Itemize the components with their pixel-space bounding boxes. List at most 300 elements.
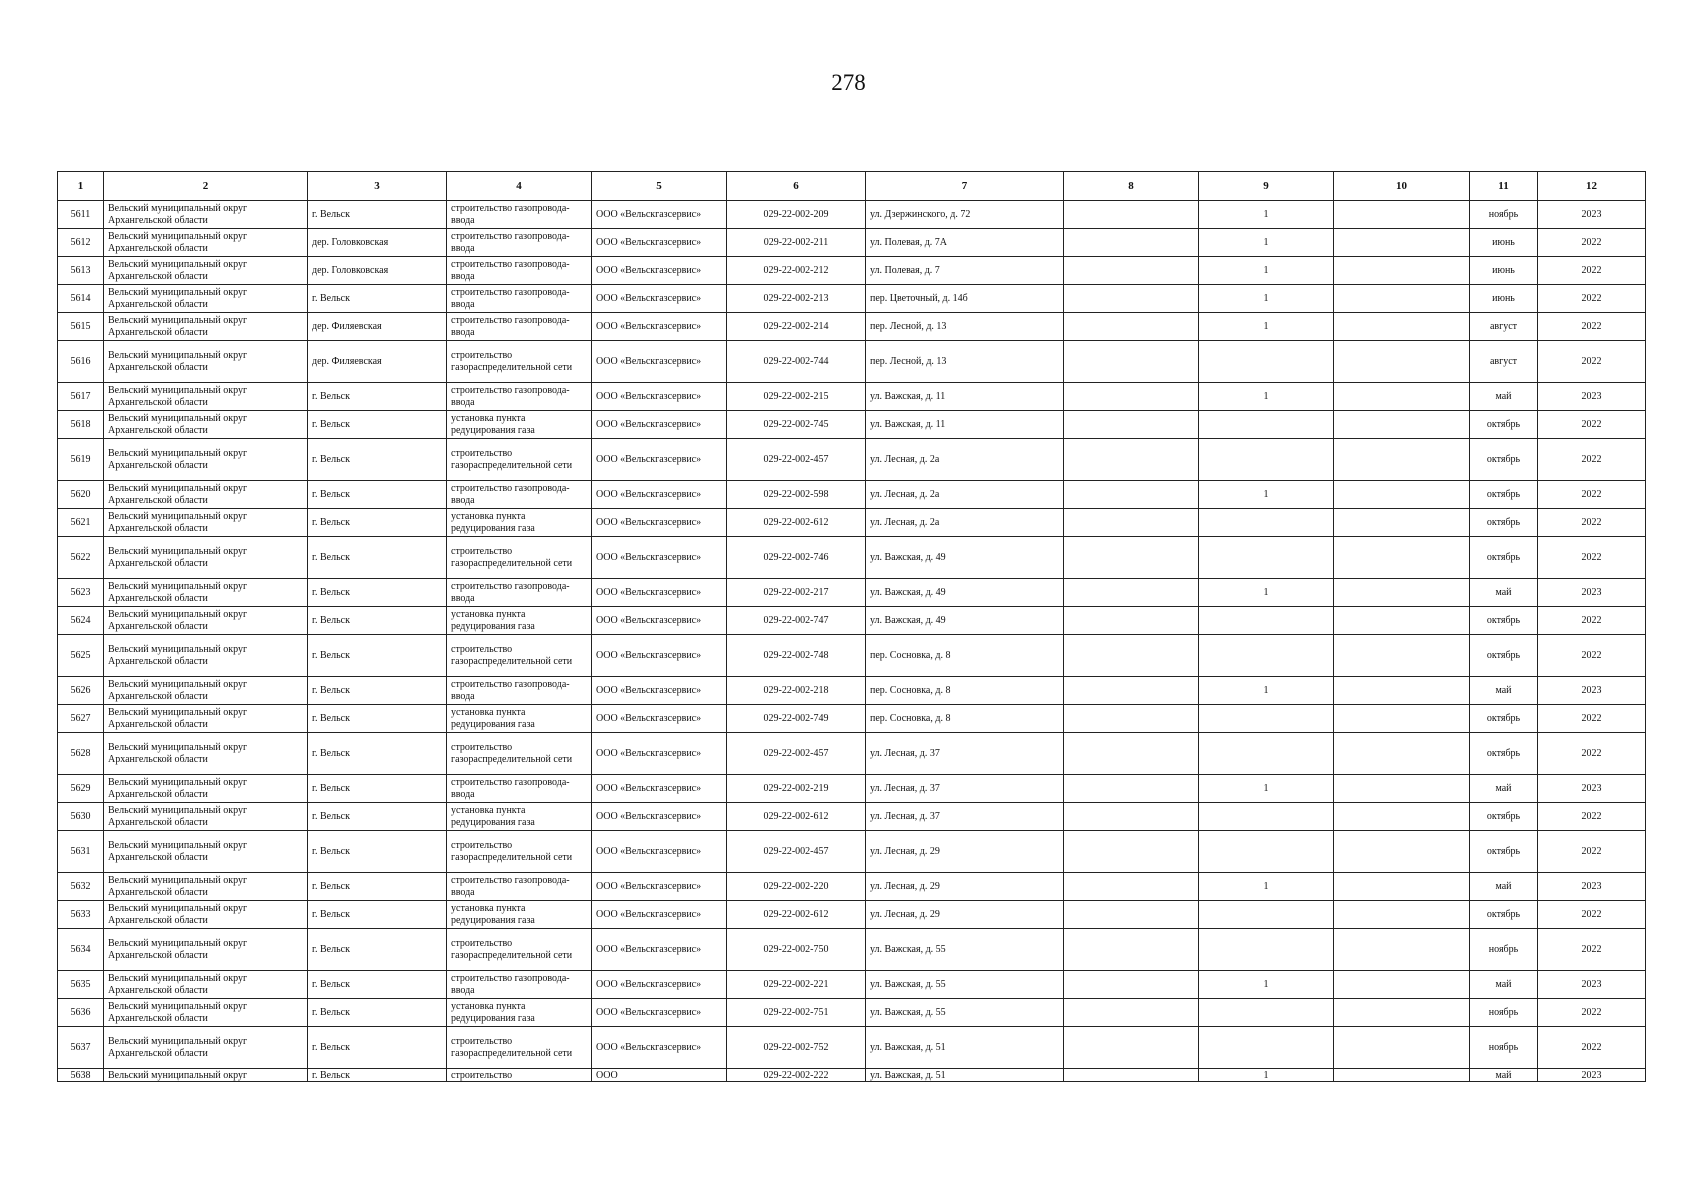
row-number: 5633 <box>58 901 104 929</box>
year-cell: 2022 <box>1538 411 1646 439</box>
organization-cell: ООО «Вельскгазсервис» <box>592 929 727 971</box>
row-number: 5617 <box>58 383 104 411</box>
row-number: 5616 <box>58 341 104 383</box>
organization-cell: ООО <box>592 1069 727 1082</box>
table-row <box>58 803 1646 831</box>
district-cell: Вельский муниципальный округ Архангельской области <box>104 775 308 803</box>
column-10-cell <box>1334 873 1470 901</box>
work-type-cell: установка пункта редуцирования газа <box>447 411 592 439</box>
year-cell: 2022 <box>1538 1027 1646 1069</box>
locality-cell: г. Вельск <box>308 411 447 439</box>
month-cell: ноябрь <box>1470 1027 1538 1069</box>
locality-cell: г. Вельск <box>308 803 447 831</box>
column-8-cell <box>1064 411 1199 439</box>
district-cell: Вельский муниципальный округ Архангельской области <box>104 257 308 285</box>
organization-cell: ООО «Вельскгазсервис» <box>592 257 727 285</box>
column-10-cell <box>1334 537 1470 579</box>
column-9-cell <box>1199 607 1334 635</box>
column-9-cell <box>1199 537 1334 579</box>
column-9-cell <box>1199 733 1334 775</box>
district-cell: Вельский муниципальный округ Архангельской области <box>104 439 308 481</box>
year-cell: 2023 <box>1538 1069 1646 1082</box>
table-row <box>58 775 1646 803</box>
year-cell: 2022 <box>1538 635 1646 677</box>
column-header: 5 <box>592 172 727 201</box>
district-cell: Вельский муниципальный округ Архангельской области <box>104 971 308 999</box>
column-8-cell <box>1064 257 1199 285</box>
row-number: 5638 <box>58 1069 104 1082</box>
column-10-cell <box>1334 831 1470 873</box>
organization-cell: ООО «Вельскгазсервис» <box>592 803 727 831</box>
year-cell: 2022 <box>1538 831 1646 873</box>
district-cell: Вельский муниципальный округ Архангельской области <box>104 411 308 439</box>
table-body <box>58 201 1646 1082</box>
district-cell: Вельский муниципальный округ Архангельской области <box>104 1027 308 1069</box>
address-cell: ул. Лесная, д. 37 <box>866 803 1064 831</box>
address-cell: ул. Важская, д. 49 <box>866 607 1064 635</box>
address-cell: ул. Полевая, д. 7А <box>866 229 1064 257</box>
year-cell: 2023 <box>1538 201 1646 229</box>
object-code-cell: 029-22-002-209 <box>727 201 866 229</box>
month-cell: октябрь <box>1470 705 1538 733</box>
year-cell: 2023 <box>1538 579 1646 607</box>
address-cell: ул. Лесная, д. 2а <box>866 481 1064 509</box>
address-cell: ул. Важская, д. 51 <box>866 1027 1064 1069</box>
locality-cell: дер. Головковская <box>308 229 447 257</box>
object-code-cell: 029-22-002-746 <box>727 537 866 579</box>
object-code-cell: 029-22-002-457 <box>727 831 866 873</box>
year-cell: 2022 <box>1538 257 1646 285</box>
column-header: 10 <box>1334 172 1470 201</box>
year-cell: 2022 <box>1538 999 1646 1027</box>
column-9-cell: 1 <box>1199 579 1334 607</box>
year-cell: 2022 <box>1538 481 1646 509</box>
object-code-cell: 029-22-002-214 <box>727 313 866 341</box>
district-cell: Вельский муниципальный округ Архангельской области <box>104 705 308 733</box>
column-9-cell <box>1199 509 1334 537</box>
organization-cell: ООО «Вельскгазсервис» <box>592 537 727 579</box>
district-cell: Вельский муниципальный округ Архангельской области <box>104 285 308 313</box>
column-8-cell <box>1064 733 1199 775</box>
row-number: 5629 <box>58 775 104 803</box>
district-cell: Вельский муниципальный округ Архангельской области <box>104 537 308 579</box>
locality-cell: г. Вельск <box>308 285 447 313</box>
district-cell: Вельский муниципальный округ Архангельской области <box>104 313 308 341</box>
row-number: 5636 <box>58 999 104 1027</box>
organization-cell: ООО «Вельскгазсервис» <box>592 607 727 635</box>
column-9-cell <box>1199 635 1334 677</box>
organization-cell: ООО «Вельскгазсервис» <box>592 579 727 607</box>
column-10-cell <box>1334 481 1470 509</box>
column-header: 1 <box>58 172 104 201</box>
year-cell: 2023 <box>1538 677 1646 705</box>
column-10-cell <box>1334 313 1470 341</box>
address-cell: ул. Важская, д. 11 <box>866 411 1064 439</box>
column-10-cell <box>1334 383 1470 411</box>
object-code-cell: 029-22-002-612 <box>727 509 866 537</box>
work-type-cell: установка пункта редуцирования газа <box>447 999 592 1027</box>
table-row <box>58 285 1646 313</box>
organization-cell: ООО «Вельскгазсервис» <box>592 831 727 873</box>
object-code-cell: 029-22-002-211 <box>727 229 866 257</box>
organization-cell: ООО «Вельскгазсервис» <box>592 341 727 383</box>
work-type-cell: строительство газопровода-ввода <box>447 579 592 607</box>
column-9-cell <box>1199 901 1334 929</box>
column-9-cell: 1 <box>1199 873 1334 901</box>
locality-cell: г. Вельск <box>308 775 447 803</box>
year-cell: 2022 <box>1538 803 1646 831</box>
column-header: 9 <box>1199 172 1334 201</box>
row-number: 5626 <box>58 677 104 705</box>
column-9-cell <box>1199 929 1334 971</box>
table-row <box>58 411 1646 439</box>
year-cell: 2023 <box>1538 971 1646 999</box>
column-header: 2 <box>104 172 308 201</box>
organization-cell: ООО «Вельскгазсервис» <box>592 733 727 775</box>
organization-cell: ООО «Вельскгазсервис» <box>592 873 727 901</box>
locality-cell: г. Вельск <box>308 537 447 579</box>
table-row <box>58 257 1646 285</box>
row-number: 5628 <box>58 733 104 775</box>
column-header: 11 <box>1470 172 1538 201</box>
locality-cell: г. Вельск <box>308 873 447 901</box>
organization-cell: ООО «Вельскгазсервис» <box>592 285 727 313</box>
table-row <box>58 971 1646 999</box>
column-9-cell: 1 <box>1199 481 1334 509</box>
column-10-cell <box>1334 1069 1470 1082</box>
column-10-cell <box>1334 1027 1470 1069</box>
address-cell: пер. Цветочный, д. 14б <box>866 285 1064 313</box>
locality-cell: дер. Филяевская <box>308 313 447 341</box>
row-number: 5619 <box>58 439 104 481</box>
row-number: 5623 <box>58 579 104 607</box>
year-cell: 2022 <box>1538 705 1646 733</box>
year-cell: 2022 <box>1538 607 1646 635</box>
district-cell: Вельский муниципальный округ Архангельской области <box>104 901 308 929</box>
address-cell: ул. Важская, д. 51 <box>866 1069 1064 1082</box>
column-10-cell <box>1334 579 1470 607</box>
year-cell: 2022 <box>1538 537 1646 579</box>
column-9-cell: 1 <box>1199 285 1334 313</box>
district-cell: Вельский муниципальный округ Архангельской области <box>104 831 308 873</box>
work-type-cell: строительство газопровода-ввода <box>447 229 592 257</box>
table-row <box>58 831 1646 873</box>
column-8-cell <box>1064 313 1199 341</box>
column-8-cell <box>1064 1027 1199 1069</box>
row-number: 5637 <box>58 1027 104 1069</box>
column-8-cell <box>1064 537 1199 579</box>
table-row <box>58 201 1646 229</box>
row-number: 5621 <box>58 509 104 537</box>
row-number: 5635 <box>58 971 104 999</box>
work-type-cell: установка пункта редуцирования газа <box>447 607 592 635</box>
column-10-cell <box>1334 411 1470 439</box>
organization-cell: ООО «Вельскгазсервис» <box>592 1027 727 1069</box>
table-row <box>58 929 1646 971</box>
locality-cell: г. Вельск <box>308 1027 447 1069</box>
column-10-cell <box>1334 635 1470 677</box>
year-cell: 2022 <box>1538 509 1646 537</box>
month-cell: октябрь <box>1470 439 1538 481</box>
column-header: 12 <box>1538 172 1646 201</box>
column-10-cell <box>1334 229 1470 257</box>
organization-cell: ООО «Вельскгазсервис» <box>592 775 727 803</box>
address-cell: пер. Сосновка, д. 8 <box>866 677 1064 705</box>
organization-cell: ООО «Вельскгазсервис» <box>592 901 727 929</box>
column-10-cell <box>1334 607 1470 635</box>
object-code-cell: 029-22-002-215 <box>727 383 866 411</box>
object-code-cell: 029-22-002-217 <box>727 579 866 607</box>
work-type-cell: строительство газопровода-ввода <box>447 775 592 803</box>
month-cell: май <box>1470 971 1538 999</box>
month-cell: май <box>1470 579 1538 607</box>
column-8-cell <box>1064 705 1199 733</box>
object-code-cell: 029-22-002-212 <box>727 257 866 285</box>
object-code-cell: 029-22-002-219 <box>727 775 866 803</box>
table-row <box>58 1027 1646 1069</box>
work-type-cell: установка пункта редуцирования газа <box>447 901 592 929</box>
column-10-cell <box>1334 733 1470 775</box>
table-row <box>58 229 1646 257</box>
year-cell: 2022 <box>1538 929 1646 971</box>
year-cell: 2022 <box>1538 285 1646 313</box>
row-number: 5622 <box>58 537 104 579</box>
row-number: 5632 <box>58 873 104 901</box>
column-10-cell <box>1334 677 1470 705</box>
object-code-cell: 029-22-002-744 <box>727 341 866 383</box>
month-cell: октябрь <box>1470 411 1538 439</box>
header-row <box>58 172 1646 201</box>
object-code-cell: 029-22-002-612 <box>727 901 866 929</box>
locality-cell: г. Вельск <box>308 705 447 733</box>
locality-cell: г. Вельск <box>308 971 447 999</box>
month-cell: октябрь <box>1470 803 1538 831</box>
district-cell: Вельский муниципальный округ Архангельской области <box>104 341 308 383</box>
address-cell: ул. Важская, д. 49 <box>866 579 1064 607</box>
column-8-cell <box>1064 229 1199 257</box>
column-9-cell: 1 <box>1199 313 1334 341</box>
table-row <box>58 383 1646 411</box>
column-8-cell <box>1064 383 1199 411</box>
district-cell: Вельский муниципальный округ <box>104 1069 308 1082</box>
month-cell: май <box>1470 1069 1538 1082</box>
object-code-cell: 029-22-002-221 <box>727 971 866 999</box>
month-cell: май <box>1470 873 1538 901</box>
month-cell: август <box>1470 341 1538 383</box>
column-9-cell: 1 <box>1199 257 1334 285</box>
table-row <box>58 481 1646 509</box>
month-cell: октябрь <box>1470 537 1538 579</box>
district-cell: Вельский муниципальный округ Архангельской области <box>104 999 308 1027</box>
column-10-cell <box>1334 705 1470 733</box>
month-cell: октябрь <box>1470 607 1538 635</box>
table-row <box>58 635 1646 677</box>
address-cell: ул. Лесная, д. 29 <box>866 901 1064 929</box>
row-number: 5625 <box>58 635 104 677</box>
district-cell: Вельский муниципальный округ Архангельской области <box>104 733 308 775</box>
table-row <box>58 341 1646 383</box>
year-cell: 2023 <box>1538 775 1646 803</box>
locality-cell: г. Вельск <box>308 901 447 929</box>
work-type-cell: строительство газопровода-ввода <box>447 383 592 411</box>
organization-cell: ООО «Вельскгазсервис» <box>592 201 727 229</box>
district-cell: Вельский муниципальный округ Архангельской области <box>104 929 308 971</box>
month-cell: июнь <box>1470 229 1538 257</box>
column-header: 7 <box>866 172 1064 201</box>
column-8-cell <box>1064 439 1199 481</box>
row-number: 5627 <box>58 705 104 733</box>
locality-cell: г. Вельск <box>308 481 447 509</box>
column-9-cell: 1 <box>1199 775 1334 803</box>
district-cell: Вельский муниципальный округ Архангельской области <box>104 481 308 509</box>
address-cell: пер. Сосновка, д. 8 <box>866 635 1064 677</box>
locality-cell: г. Вельск <box>308 999 447 1027</box>
column-9-cell: 1 <box>1199 971 1334 999</box>
column-10-cell <box>1334 341 1470 383</box>
address-cell: ул. Лесная, д. 29 <box>866 873 1064 901</box>
work-type-cell: строительство газопровода-ввода <box>447 313 592 341</box>
column-9-cell: 1 <box>1199 1069 1334 1082</box>
address-cell: ул. Лесная, д. 37 <box>866 733 1064 775</box>
object-code-cell: 029-22-002-745 <box>727 411 866 439</box>
column-header: 6 <box>727 172 866 201</box>
month-cell: октябрь <box>1470 481 1538 509</box>
table-row <box>58 705 1646 733</box>
column-9-cell: 1 <box>1199 201 1334 229</box>
column-8-cell <box>1064 201 1199 229</box>
organization-cell: ООО «Вельскгазсервис» <box>592 229 727 257</box>
month-cell: май <box>1470 383 1538 411</box>
column-10-cell <box>1334 439 1470 481</box>
district-cell: Вельский муниципальный округ Архангельской области <box>104 579 308 607</box>
column-10-cell <box>1334 901 1470 929</box>
organization-cell: ООО «Вельскгазсервис» <box>592 705 727 733</box>
object-code-cell: 029-22-002-220 <box>727 873 866 901</box>
work-type-cell: установка пункта редуцирования газа <box>447 803 592 831</box>
work-type-cell: установка пункта редуцирования газа <box>447 509 592 537</box>
work-type-cell: строительство газораспределительной сети <box>447 537 592 579</box>
work-type-cell: строительство газораспределительной сети <box>447 1027 592 1069</box>
column-10-cell <box>1334 971 1470 999</box>
column-9-cell: 1 <box>1199 229 1334 257</box>
locality-cell: г. Вельск <box>308 677 447 705</box>
column-8-cell <box>1064 831 1199 873</box>
row-number: 5612 <box>58 229 104 257</box>
column-10-cell <box>1334 201 1470 229</box>
locality-cell: г. Вельск <box>308 635 447 677</box>
month-cell: июнь <box>1470 257 1538 285</box>
column-8-cell <box>1064 677 1199 705</box>
work-type-cell: строительство газопровода-ввода <box>447 971 592 999</box>
address-cell: ул. Важская, д. 11 <box>866 383 1064 411</box>
month-cell: октябрь <box>1470 509 1538 537</box>
work-type-cell: установка пункта редуцирования газа <box>447 705 592 733</box>
row-number: 5631 <box>58 831 104 873</box>
column-8-cell <box>1064 803 1199 831</box>
organization-cell: ООО «Вельскгазсервис» <box>592 971 727 999</box>
organization-cell: ООО «Вельскгазсервис» <box>592 635 727 677</box>
month-cell: май <box>1470 677 1538 705</box>
object-code-cell: 029-22-002-752 <box>727 1027 866 1069</box>
column-8-cell <box>1064 481 1199 509</box>
row-number: 5615 <box>58 313 104 341</box>
column-9-cell: 1 <box>1199 383 1334 411</box>
year-cell: 2022 <box>1538 439 1646 481</box>
column-8-cell <box>1064 873 1199 901</box>
month-cell: октябрь <box>1470 635 1538 677</box>
organization-cell: ООО «Вельскгазсервис» <box>592 509 727 537</box>
district-cell: Вельский муниципальный округ Архангельской области <box>104 229 308 257</box>
row-number: 5630 <box>58 803 104 831</box>
year-cell: 2022 <box>1538 901 1646 929</box>
row-number: 5614 <box>58 285 104 313</box>
table-row <box>58 999 1646 1027</box>
work-type-cell: строительство газопровода-ввода <box>447 481 592 509</box>
column-8-cell <box>1064 285 1199 313</box>
object-code-cell: 029-22-002-748 <box>727 635 866 677</box>
row-number: 5620 <box>58 481 104 509</box>
column-9-cell <box>1199 439 1334 481</box>
column-9-cell <box>1199 831 1334 873</box>
address-cell: ул. Важская, д. 55 <box>866 929 1064 971</box>
month-cell: май <box>1470 775 1538 803</box>
column-9-cell <box>1199 705 1334 733</box>
work-type-cell: строительство газораспределительной сети <box>447 439 592 481</box>
address-cell: ул. Полевая, д. 7 <box>866 257 1064 285</box>
object-code-cell: 029-22-002-213 <box>727 285 866 313</box>
month-cell: июнь <box>1470 285 1538 313</box>
column-8-cell <box>1064 901 1199 929</box>
table-row <box>58 313 1646 341</box>
object-code-cell: 029-22-002-747 <box>727 607 866 635</box>
row-number: 5611 <box>58 201 104 229</box>
work-type-cell: строительство <box>447 1069 592 1082</box>
year-cell: 2022 <box>1538 229 1646 257</box>
work-type-cell: строительство газопровода-ввода <box>447 677 592 705</box>
address-cell: ул. Важская, д. 55 <box>866 999 1064 1027</box>
column-10-cell <box>1334 999 1470 1027</box>
district-cell: Вельский муниципальный округ Архангельской области <box>104 803 308 831</box>
table-row <box>58 537 1646 579</box>
month-cell: август <box>1470 313 1538 341</box>
column-8-cell <box>1064 509 1199 537</box>
district-cell: Вельский муниципальный округ Архангельской области <box>104 201 308 229</box>
address-cell: пер. Сосновка, д. 8 <box>866 705 1064 733</box>
locality-cell: г. Вельск <box>308 1069 447 1082</box>
column-8-cell <box>1064 971 1199 999</box>
address-cell: ул. Лесная, д. 37 <box>866 775 1064 803</box>
column-10-cell <box>1334 929 1470 971</box>
address-cell: пер. Лесной, д. 13 <box>866 341 1064 383</box>
month-cell: ноябрь <box>1470 999 1538 1027</box>
address-cell: ул. Лесная, д. 2а <box>866 439 1064 481</box>
object-code-cell: 029-22-002-612 <box>727 803 866 831</box>
column-8-cell <box>1064 579 1199 607</box>
organization-cell: ООО «Вельскгазсервис» <box>592 481 727 509</box>
work-type-cell: строительство газопровода-ввода <box>447 201 592 229</box>
object-code-cell: 029-22-002-750 <box>727 929 866 971</box>
locality-cell: г. Вельск <box>308 607 447 635</box>
object-code-cell: 029-22-002-457 <box>727 733 866 775</box>
column-10-cell <box>1334 803 1470 831</box>
organization-cell: ООО «Вельскгазсервис» <box>592 313 727 341</box>
column-10-cell <box>1334 285 1470 313</box>
locality-cell: г. Вельск <box>308 831 447 873</box>
year-cell: 2022 <box>1538 341 1646 383</box>
organization-cell: ООО «Вельскгазсервис» <box>592 439 727 481</box>
locality-cell: г. Вельск <box>308 201 447 229</box>
column-8-cell <box>1064 1069 1199 1082</box>
